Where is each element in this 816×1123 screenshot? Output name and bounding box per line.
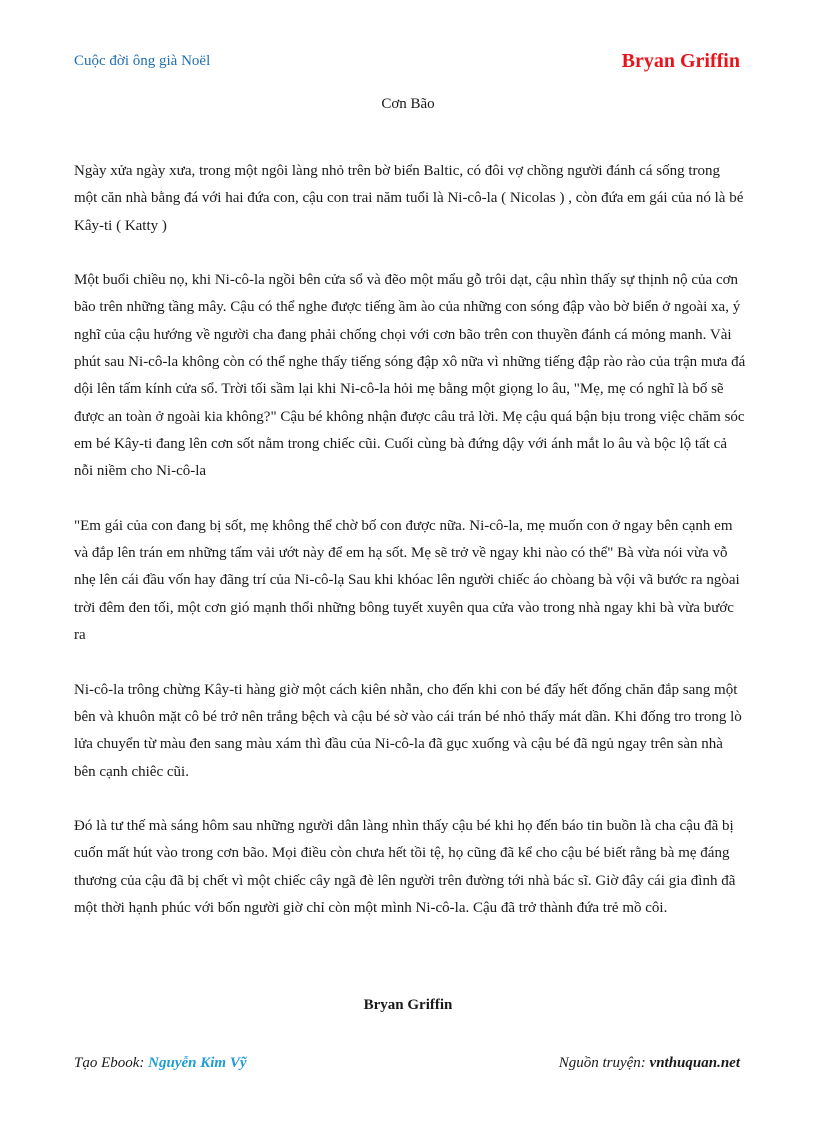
paragraph-2: Một buổi chiều nọ, khi Ni-cô-la ngồi bên cửa sổ và đẽo một mẩu gỗ trôi dạt, cậu nhìn thấy sự thịnh nộ của cơn bão trên những tầng mây. Cậu có thể nghe được tiếng ầm ào của những con sóng đập vào bờ biển ở ngoài xa, ý nghĩ của cậu hướng về người cha đang phải chống chọi với cơn bão trên con thuyền đánh cá mỏng manh. Vài phút sau Ni-cô-la không còn có thể nghe thấy tiếng sóng đập xô nữa vì những tiếng đập rào rào của trận mưa đá dội lên tấm kính cửa sổ. Trời tối sầm lại khi Ni-cô-la hỏi mẹ bằng một giọng lo âu, "Mẹ, mẹ có nghĩ là bố sẽ được an toàn ở ngoài kia không?" Cậu bé không nhận được câu trả lời. Mẹ cậu quá bận bịu trong việc chăm sóc em bé Kây-ti đang lên cơn sốt nằm trong chiếc cũi. Cuối cùng bà đứng dậy với ánh mắt lo âu và bộc lộ tất cả nỗi niềm cho Ni-cô-la [74,272,746,480]
footer-ebook-credit [74,1055,247,1072]
source-label: Nguồn truyện [558,1055,641,1071]
signature: Bryan Griffin [363,997,453,1013]
story-body [74,158,746,950]
paragraph-5: Đó là tư thế mà sáng hôm sau những người dân làng nhìn thấy cậu bé khi họ đến báo tin buồn là cha cậu đã bị cuốn mất hút vào trong cơn bão. Mọi điều còn chưa hết tồi tệ, họ cũng đã kể cho cậu bé biết rằng bà mẹ đáng thương của cậu đã bị chết vì một chiếc cây ngã đè lên người trên đường tới nhà bác sĩ. Giờ đây cái gia đình đã một thời hạnh phúc với bốn người giờ chỉ còn một mình Ni-cô-la. Cậu đã trở thành đứa trẻ mồ côi. [74,818,736,917]
footer-source [559,1055,740,1072]
source-site: vnthuquan.net [649,1055,740,1071]
paragraph-4: Ni-cô-la trông chừng Kây-ti hàng giờ một cách kiên nhẫn, cho đến khi con bé đẩy hết đống chăn đắp sang một bên và khuôn mặt cô bé trở nên trắng bệch và cậu bé sờ vào cái trán bé nhỏ thấy mát dần. Khi đống tro trong lò lửa chuyển từ màu đen sang màu xám thì đầu của Ni-cô-la đã gục xuống và cậu bé đã ngủ ngay trên sàn nhà bên cạnh chiêc cũi. [74,681,742,780]
paragraph-1: Ngày xửa ngày xưa, trong một ngôi làng nhỏ trên bờ biển Baltic, có đôi vợ chồng người đánh cá sống trong một căn nhà bằng đá với hai đứa con, cậu con trai năm tuổi là Ni-cô-la ( Nicolas ) , còn đứa em gái của nó là bé Kây-ti ( Katty ) [74,163,744,234]
source-separator: : [640,1055,650,1071]
ebook-creator-name: Nguyễn Kim Vỹ [148,1055,247,1071]
book-title: Cuộc đời ông già Noël [74,53,211,69]
header-author: Bryan Griffin [621,50,740,72]
paragraph-3: "Em gái của con đang bị sốt, mẹ không thể chờ bố con được nữa. Ni-cô-la, mẹ muốn con ở ngay bên cạnh em và đắp lên trán em những tấm vải ướt này để em hạ sốt. Mẹ sẽ trở về ngay khi nào có thể" Bà vừa nói vừa vỗ nhẹ lên cái đầu vốn hay đãng trí của Ni-cô-lạ Sau khi khóac lên người chiếc áo chòang bà vội vã bước ra ngòai trời đêm đen tối, một cơn gió mạnh thổi những bông tuyết xuyên qua cửa vào trong nhà ngay khi bà vừa bước ra [74,517,740,644]
ebook-label: Tạo Ebook [74,1055,140,1071]
chapter-title: Cơn Bão [381,96,435,112]
ebook-separator: : [139,1055,149,1071]
